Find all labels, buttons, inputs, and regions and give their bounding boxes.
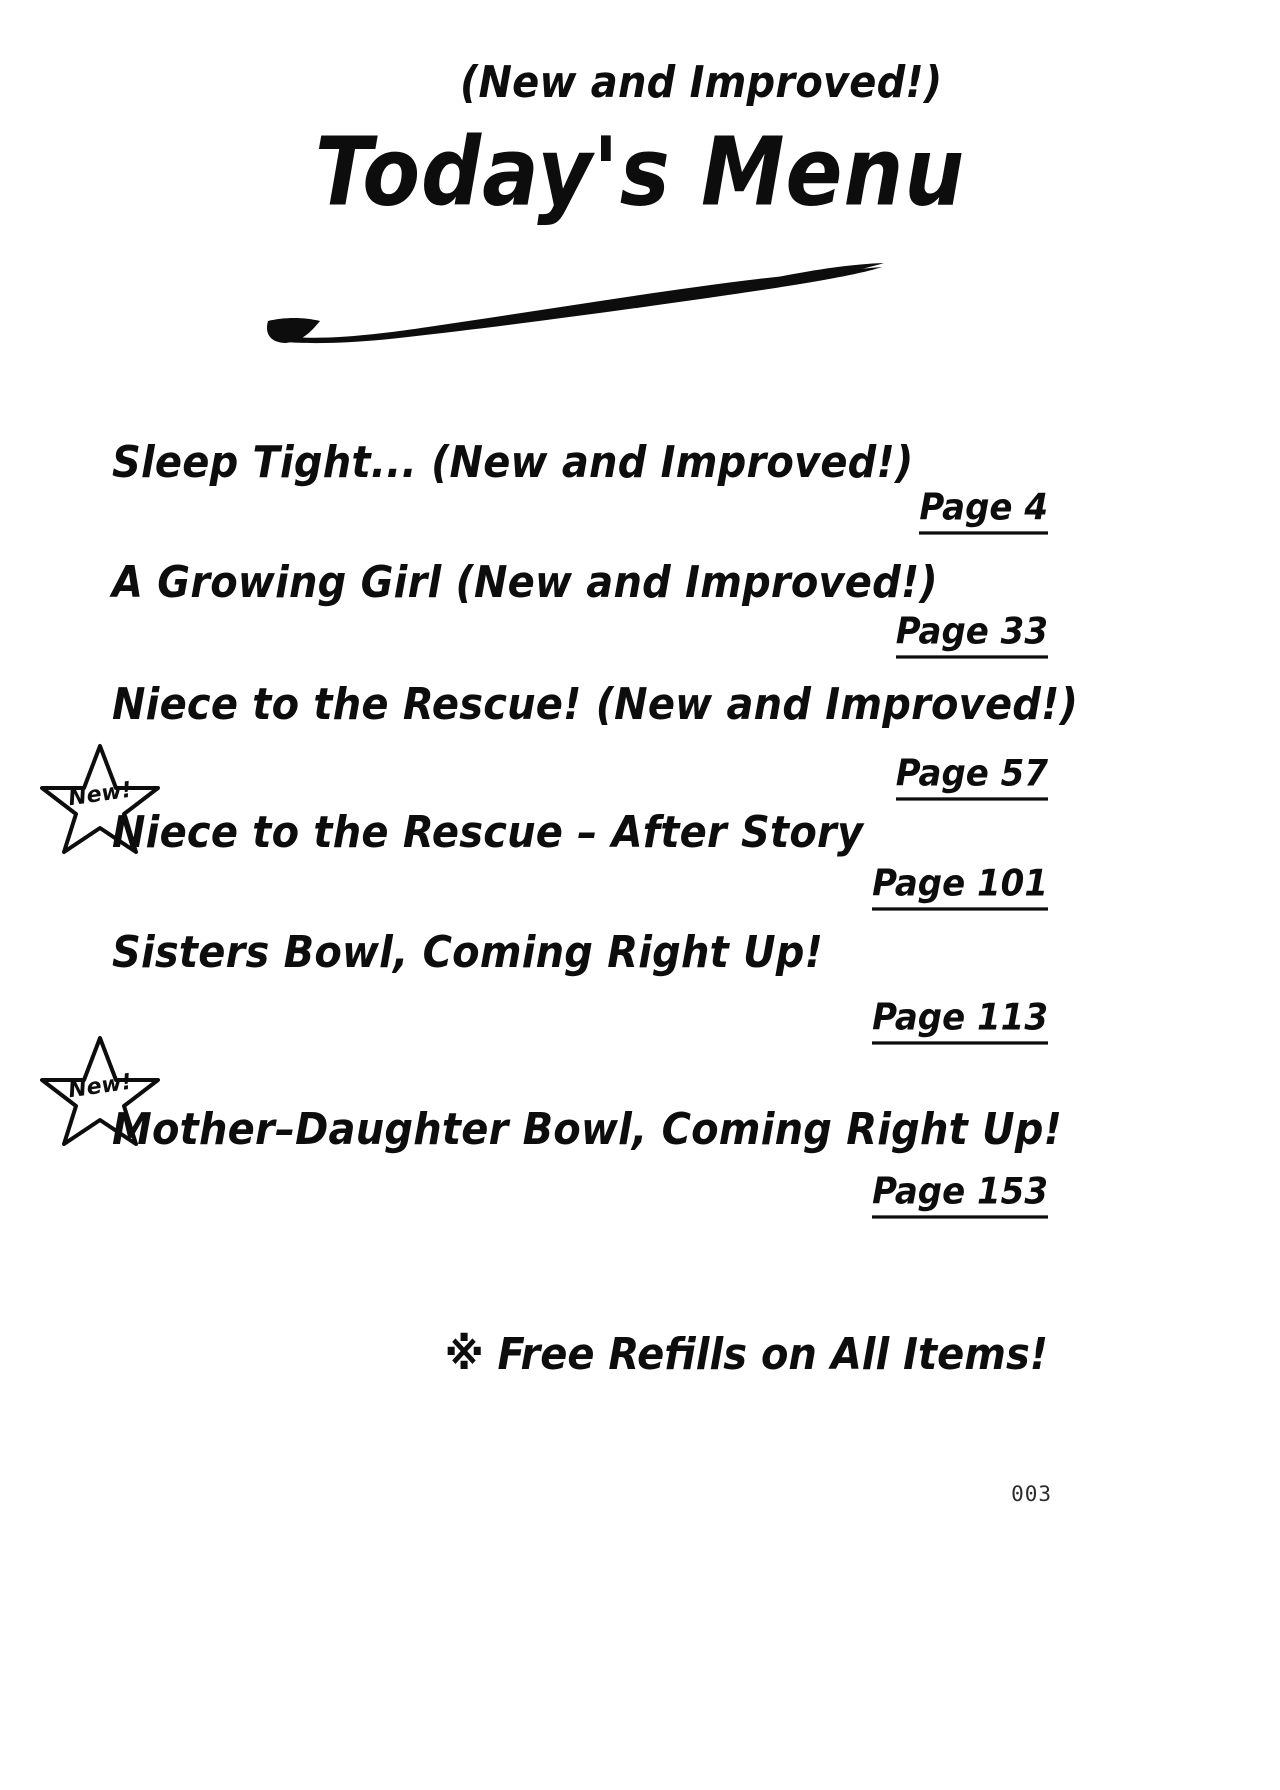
menu-entry-title-2[interactable]: A Growing Girl (New and Improved!)	[112, 558, 938, 608]
page-title: Today's Menu	[314, 117, 966, 227]
menu-entry-title-5[interactable]: Sisters Bowl, Coming Right Up!	[112, 928, 824, 978]
menu-entry-page-6[interactable]: Page 153	[872, 1170, 1048, 1219]
menu-entry-page-5[interactable]: Page 113	[872, 996, 1048, 1045]
menu-entry-title-6[interactable]: Mother–Daughter Bowl, Coming Right Up!	[112, 1105, 1063, 1155]
brush-stroke-icon	[258, 255, 888, 345]
footnote: ※ Free Refills on All Items!	[444, 1330, 1048, 1380]
new-badge-label-2: New!	[66, 1069, 134, 1104]
page-number: 003	[1011, 1482, 1052, 1506]
menu-entry-page-4[interactable]: Page 101	[872, 862, 1048, 911]
new-badge-label-1: New!	[66, 777, 134, 812]
menu-entry-title-1[interactable]: Sleep Tight... (New and Improved!)	[112, 438, 914, 488]
page-title-block	[0, 117, 1280, 227]
menu-entry-title-3[interactable]: Niece to the Rescue! (New and Improved!)	[112, 680, 1079, 730]
menu-entry-page-2[interactable]: Page 33	[896, 610, 1048, 659]
menu-entry-page-1[interactable]: Page 4	[919, 486, 1048, 535]
menu-entry-title-4[interactable]: Niece to the Rescue – After Story	[112, 808, 864, 858]
menu-entry-page-3[interactable]: Page 57	[896, 752, 1048, 801]
menu-entry-title-5-line2[interactable]: (New and Improved!)	[460, 58, 943, 108]
